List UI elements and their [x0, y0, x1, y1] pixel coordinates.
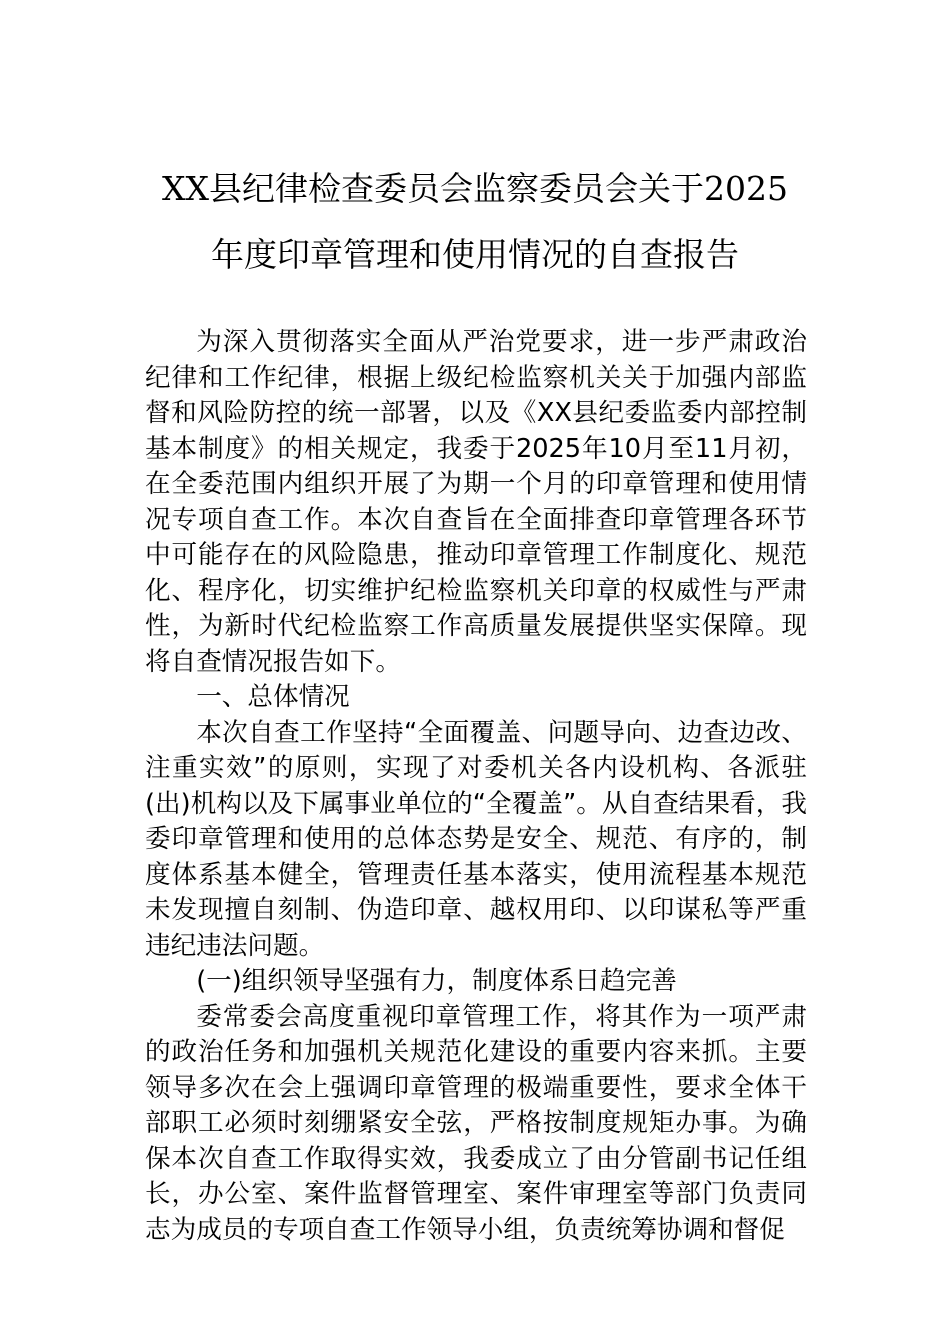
overall-paragraph: 本次自查工作坚持“全面覆盖、问题导向、边查边改、注重实效”的原则，实现了对委机关各内设机构、各派驻(出)机构以及下属事业单位的“全覆盖”。从自查结果看，我委印章管理和使用的总体态势是安全、规范、有序的，制度体系基本健全，管理责任基本落实，使用流程基本规范未发现擅自刻制、伪造印章、越权用印、以印谋私等严重违纪违法问题。 [145, 717, 807, 961]
section-heading-overall: 一、总体情况 [196, 682, 350, 712]
intro-paragraph: 为深入贯彻落实全面从严治党要求，进一步严肃政治纪律和工作纪律，根据上级纪检监察机关关于加强内部监督和风险防控的统一部署，以及《XX县纪委监委内部控制基本制度》的相关规定，我委于2025年10月至11月初，在全委范围内组织开展了为期一个月的印章管理和使用情况专项自查工作。本次自查旨在全面排查印章管理各环节中可能存在的风险隐患，推动印章管理工作制度化、规范化、程序化，切实维护纪检监察机关印章的权威性与严肃性，为新时代纪检监察工作高质量发展提供坚实保障。现将自查情况报告如下。 [145, 327, 807, 677]
document-body [145, 325, 807, 1248]
title-line-1: XX县纪律检查委员会监察委员会关于2025 [162, 169, 788, 208]
subsection-heading-leadership: (一)组织领导坚强有力，制度体系日趋完善 [196, 966, 677, 996]
document-title [130, 156, 820, 288]
leadership-paragraph: 委常委会高度重视印章管理工作，将其作为一项严肃的政治任务和加强机关规范化建设的重要内容来抓。主要领导多次在会上强调印章管理的极端重要性，要求全体干部职工必须时刻绷紧安全弦，严格按制度规矩办事。为确保本次自查工作取得实效，我委成立了由分管副书记任组长，办公室、案件监督管理室、案件审理室等部门负责同志为成员的专项自查工作领导小组，负责统筹协调和督促 [145, 1001, 807, 1245]
title-line-2: 年度印章管理和使用情况的自查报告 [211, 235, 739, 274]
